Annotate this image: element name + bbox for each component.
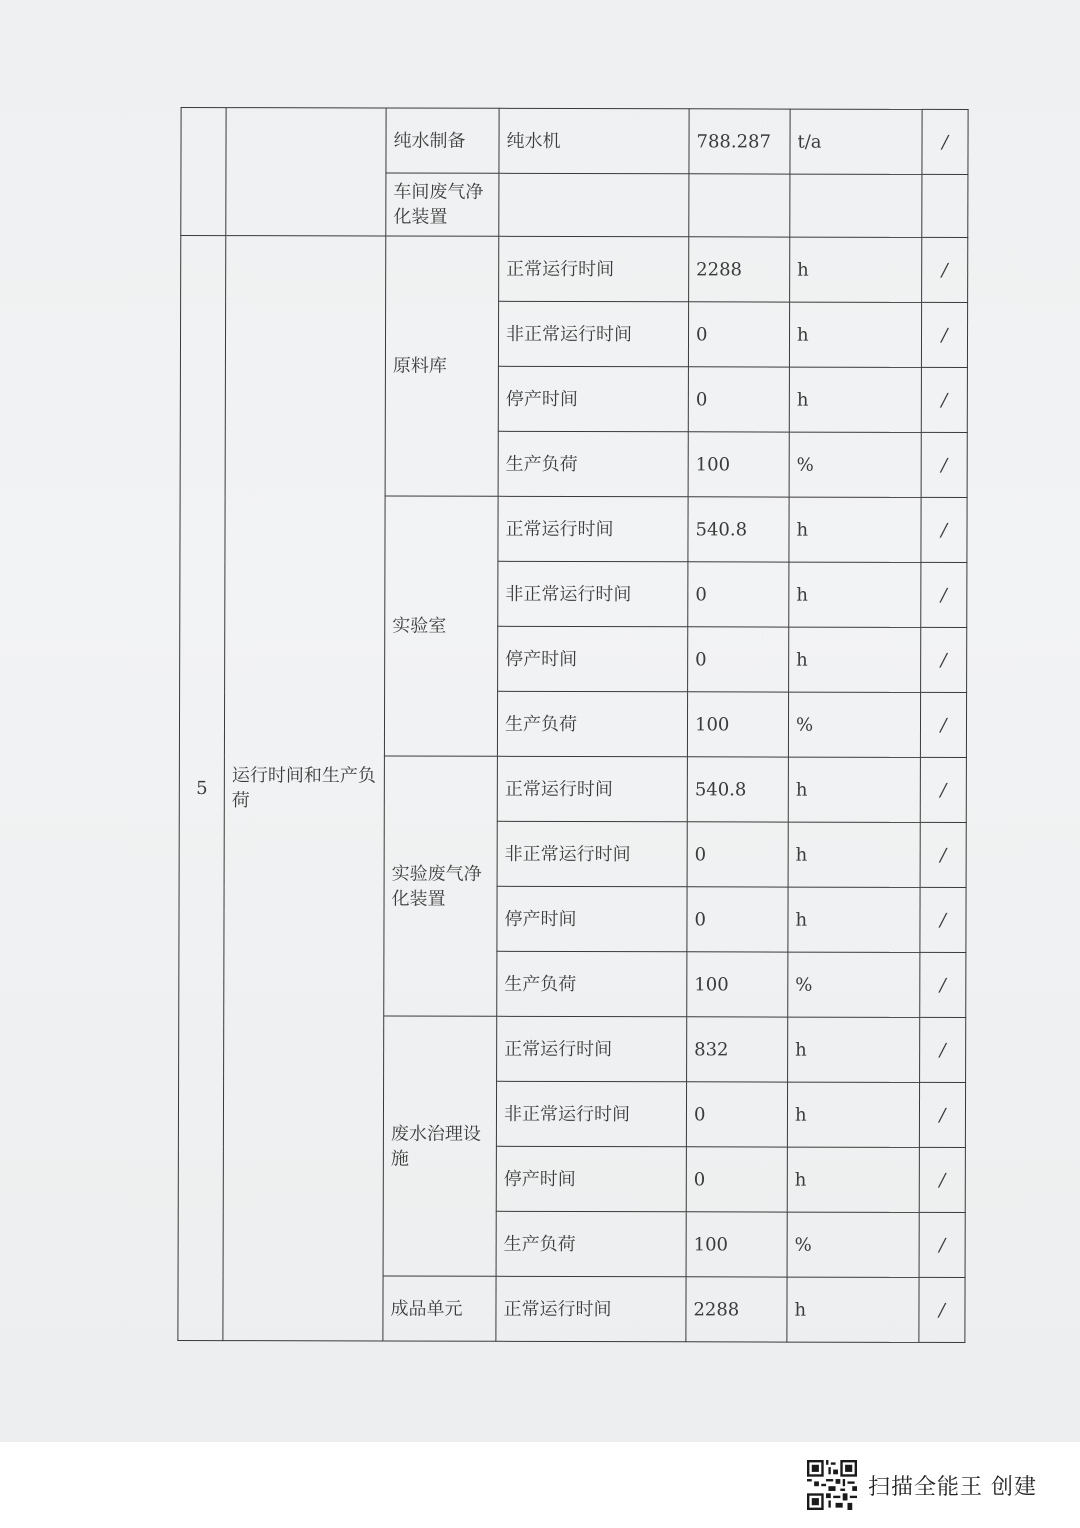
remark-cell: / (920, 822, 966, 887)
category-cell: 废水治理设施 (383, 1016, 497, 1276)
remark-cell: / (920, 1017, 966, 1082)
item-cell: 停产时间 (498, 366, 688, 431)
item-cell: 生产负荷 (497, 691, 687, 756)
remark-cell: / (919, 1147, 965, 1212)
section-name: 运行时间和生产负荷 (223, 236, 386, 1341)
unit-cell: t/a (790, 109, 922, 174)
watermark-text: 扫描全能王 创建 (868, 1474, 1037, 1500)
unit-cell: h (787, 1147, 919, 1212)
category-cell: 原料库 (385, 236, 499, 496)
value-cell: 0 (688, 627, 789, 692)
remark-cell: / (921, 497, 967, 562)
item-cell: 非正常运行时间 (498, 301, 688, 366)
category-cell: 实验废气净化装置 (384, 756, 498, 1016)
remark-cell: / (921, 302, 967, 367)
value-cell: 0 (688, 562, 789, 627)
remark-cell: / (919, 1082, 965, 1147)
index-cell-blank (181, 107, 226, 235)
unit-cell (790, 174, 922, 237)
item-cell: 停产时间 (497, 886, 687, 951)
unit-cell: h (790, 237, 922, 302)
unit-cell: h (788, 822, 920, 887)
item-cell: 正常运行时间 (498, 496, 688, 561)
item-cell: 纯水机 (499, 108, 689, 173)
section-index: 5 (178, 235, 226, 1340)
remark-cell: / (920, 952, 966, 1017)
unit-cell: % (788, 952, 920, 1017)
unit-cell: h (788, 887, 920, 952)
item-cell: 正常运行时间 (497, 1016, 687, 1081)
value-cell: 100 (688, 432, 789, 497)
item-cell: 生产负荷 (497, 951, 687, 1016)
scanner-watermark (806, 1460, 1037, 1510)
item-cell (499, 173, 689, 236)
item-cell: 正常运行时间 (497, 756, 687, 821)
remark-cell: / (921, 432, 967, 497)
value-cell: 100 (687, 952, 788, 1017)
item-cell: 非正常运行时间 (498, 561, 688, 626)
unit-cell: h (789, 627, 921, 692)
remark-cell: / (922, 237, 968, 302)
unit-cell: h (787, 1277, 919, 1342)
remark-cell: / (921, 627, 967, 692)
category-cell: 车间废气净化装置 (386, 173, 499, 236)
item-cell: 停产时间 (496, 1146, 686, 1211)
value-cell: 540.8 (687, 757, 788, 822)
unit-cell: h (789, 562, 921, 627)
item-cell: 正常运行时间 (496, 1276, 686, 1341)
data-table (177, 107, 968, 1343)
item-cell: 生产负荷 (496, 1211, 686, 1276)
remark-cell (922, 174, 968, 237)
remark-cell: / (919, 1212, 965, 1277)
category-cell: 纯水制备 (386, 108, 499, 173)
qr-code-icon (806, 1460, 858, 1510)
unit-cell: h (788, 757, 920, 822)
value-cell (689, 174, 790, 237)
value-cell: 0 (686, 1147, 787, 1212)
item-cell: 非正常运行时间 (497, 821, 687, 886)
value-cell: 540.8 (688, 497, 789, 562)
value-cell: 2288 (689, 237, 790, 302)
category-cell: 成品单元 (383, 1276, 496, 1341)
table-row (181, 107, 968, 174)
unit-cell: h (787, 1082, 919, 1147)
remark-cell: / (920, 757, 966, 822)
remark-cell: / (920, 887, 966, 952)
unit-cell: % (788, 692, 920, 757)
unit-cell: h (789, 497, 921, 562)
name-cell-blank (226, 108, 386, 236)
unit-cell: h (789, 367, 921, 432)
unit-cell: % (789, 432, 921, 497)
value-cell: 0 (686, 1082, 787, 1147)
value-cell: 2288 (686, 1277, 787, 1342)
remark-cell: / (919, 1277, 965, 1342)
value-cell: 100 (687, 692, 788, 757)
value-cell: 0 (687, 822, 788, 887)
value-cell: 100 (686, 1212, 787, 1277)
remark-cell: / (921, 367, 967, 432)
value-cell: 788.287 (689, 109, 790, 174)
category-cell: 实验室 (384, 496, 498, 756)
item-cell: 正常运行时间 (499, 236, 689, 301)
unit-cell: h (789, 302, 921, 367)
item-cell: 停产时间 (498, 626, 688, 691)
table-row (181, 235, 968, 302)
unit-cell: % (787, 1212, 919, 1277)
remark-cell: / (921, 562, 967, 627)
value-cell: 0 (687, 887, 788, 952)
remark-cell: / (922, 109, 968, 174)
value-cell: 0 (688, 302, 789, 367)
item-cell: 非正常运行时间 (496, 1081, 686, 1146)
item-cell: 生产负荷 (498, 431, 688, 496)
value-cell: 832 (687, 1017, 788, 1082)
unit-cell: h (788, 1017, 920, 1082)
value-cell: 0 (688, 367, 789, 432)
remark-cell: / (920, 692, 966, 757)
